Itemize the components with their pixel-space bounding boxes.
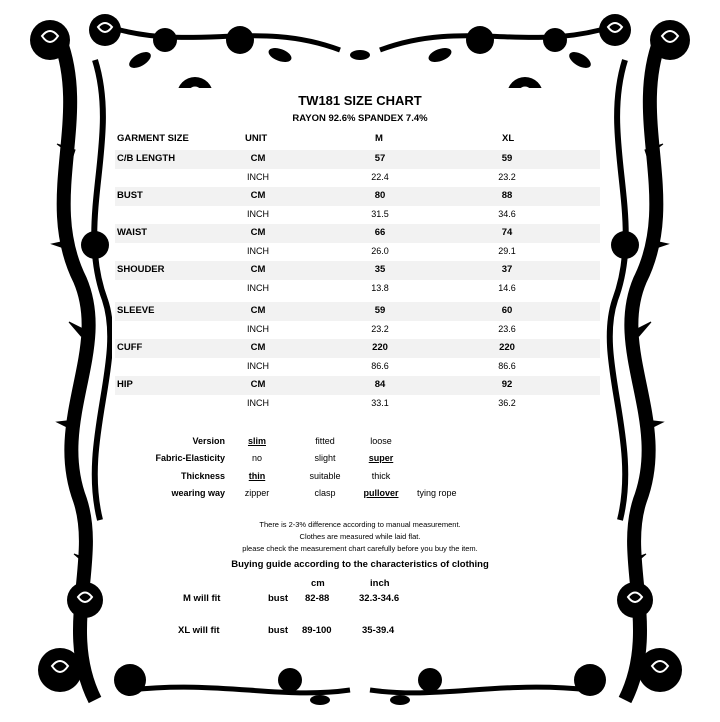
- property-row-elasticity: [115, 453, 600, 470]
- measurement-table: [115, 150, 600, 413]
- m-value: 86.6: [371, 360, 389, 371]
- col-header-xl: XL: [502, 133, 515, 144]
- m-value: 66: [374, 227, 386, 238]
- guide-row-label: M will fit: [183, 593, 221, 604]
- xl-value: 14.6: [498, 282, 516, 293]
- property-option: pullover: [363, 487, 399, 498]
- unit-cell: INCH: [247, 397, 269, 408]
- property-row-version: [115, 436, 600, 453]
- guide-row-label: XL will fit: [178, 625, 220, 636]
- property-label: Thickness: [180, 470, 225, 481]
- measurement-notes: [150, 519, 570, 555]
- buying-guide-title: Buying guide according to the characteristics of clothing: [231, 559, 489, 570]
- table-row: [115, 395, 600, 414]
- property-row-wearing-way: [115, 488, 600, 505]
- property-option: thin: [248, 470, 266, 481]
- col-header-garment-size: GARMENT SIZE: [117, 133, 189, 144]
- measurement-name: BUST: [117, 190, 143, 201]
- measurement-name: SHOUDER: [117, 264, 165, 275]
- unit-cell: CM: [250, 379, 266, 390]
- table-row: [115, 280, 600, 299]
- chart-title: TW181 SIZE CHART: [298, 93, 422, 108]
- guide-col-inch: inch: [370, 578, 390, 589]
- xl-value: 59: [501, 153, 513, 164]
- property-option: tying rope: [417, 487, 457, 498]
- unit-cell: INCH: [247, 208, 269, 219]
- guide-row-part: bust: [268, 593, 289, 604]
- table-row: [115, 169, 600, 188]
- guide-col-cm: cm: [311, 578, 325, 589]
- xl-value: 34.6: [498, 208, 516, 219]
- xl-value: 60: [501, 305, 513, 316]
- guide-row-inch: 32.3-34.6: [359, 593, 400, 604]
- property-option: clasp: [314, 487, 336, 498]
- guide-row-cm: 82-88: [305, 593, 330, 604]
- property-option: zipper: [244, 487, 270, 498]
- table-row: [115, 302, 600, 321]
- table-row: [115, 206, 600, 225]
- unit-cell: CM: [250, 153, 266, 164]
- m-value: 33.1: [371, 397, 389, 408]
- measurement-name: HIP: [117, 379, 133, 390]
- property-option: no: [251, 453, 262, 464]
- note-line: please check the measurement chart carefully before you buy the item.: [242, 544, 478, 553]
- property-option: super: [368, 453, 394, 464]
- m-value: 13.8: [371, 282, 389, 293]
- property-option: slim: [247, 436, 266, 446]
- unit-cell: INCH: [247, 323, 269, 334]
- property-option: thick: [371, 470, 391, 481]
- m-value: 220: [372, 342, 388, 353]
- col-header-m: M: [375, 133, 383, 144]
- m-value: 84: [374, 379, 386, 390]
- property-row-thickness: [115, 471, 600, 488]
- xl-value: 86.6: [498, 360, 516, 371]
- xl-value: 74: [501, 227, 513, 238]
- m-value: 23.2: [371, 323, 389, 334]
- table-row: [115, 261, 600, 280]
- col-header-unit: UNIT: [245, 133, 268, 144]
- m-value: 59: [374, 305, 386, 316]
- property-label: Version: [192, 436, 225, 446]
- table-row: [115, 358, 600, 377]
- unit-cell: CM: [250, 342, 266, 353]
- property-label: Fabric-Elasticity: [155, 453, 225, 464]
- unit-cell: INCH: [247, 282, 269, 293]
- xl-value: 88: [501, 190, 513, 201]
- xl-value: 220: [499, 342, 515, 353]
- guide-row-inch: 35-39.4: [362, 625, 395, 636]
- table-row: [115, 224, 600, 243]
- xl-value: 92: [501, 379, 513, 390]
- note-line: There is 2-3% difference according to manual measurement.: [259, 520, 461, 529]
- m-value: 26.0: [371, 245, 389, 256]
- xl-value: 29.1: [498, 245, 516, 256]
- measurement-name: WAIST: [117, 227, 148, 238]
- unit-cell: INCH: [247, 245, 269, 256]
- xl-value: 23.6: [498, 323, 516, 334]
- fabric-composition: RAYON 92.6% SPANDEX 7.4%: [292, 113, 428, 124]
- table-row: [115, 150, 600, 169]
- note-line: Clothes are measured while laid flat.: [299, 532, 421, 541]
- table-row: [115, 243, 600, 262]
- unit-cell: INCH: [247, 360, 269, 371]
- measurement-name: SLEEVE: [117, 305, 155, 316]
- unit-cell: CM: [250, 264, 266, 275]
- m-value: 35: [374, 264, 386, 275]
- xl-value: 36.2: [498, 397, 516, 408]
- property-option: fitted: [315, 436, 335, 446]
- property-option: loose: [370, 436, 392, 446]
- unit-cell: CM: [250, 190, 266, 201]
- table-row: [115, 187, 600, 206]
- xl-value: 37: [501, 264, 513, 275]
- measurement-name: CUFF: [117, 342, 143, 353]
- m-value: 31.5: [371, 208, 389, 219]
- unit-cell: INCH: [247, 171, 269, 182]
- m-value: 80: [374, 190, 386, 201]
- m-value: 57: [374, 153, 386, 164]
- guide-row-cm: 89-100: [302, 625, 332, 636]
- measurement-name: C/B LENGTH: [117, 153, 176, 164]
- property-option: slight: [314, 453, 336, 464]
- garment-properties: [115, 436, 600, 505]
- property-label: wearing way: [171, 487, 225, 498]
- xl-value: 23.2: [498, 171, 516, 182]
- unit-cell: CM: [250, 227, 266, 238]
- table-row: [115, 376, 600, 395]
- unit-cell: CM: [250, 305, 266, 316]
- m-value: 22.4: [371, 171, 389, 182]
- table-row: [115, 339, 600, 358]
- table-row: [115, 321, 600, 340]
- guide-row-part: bust: [268, 625, 289, 636]
- property-option: suitable: [309, 470, 341, 481]
